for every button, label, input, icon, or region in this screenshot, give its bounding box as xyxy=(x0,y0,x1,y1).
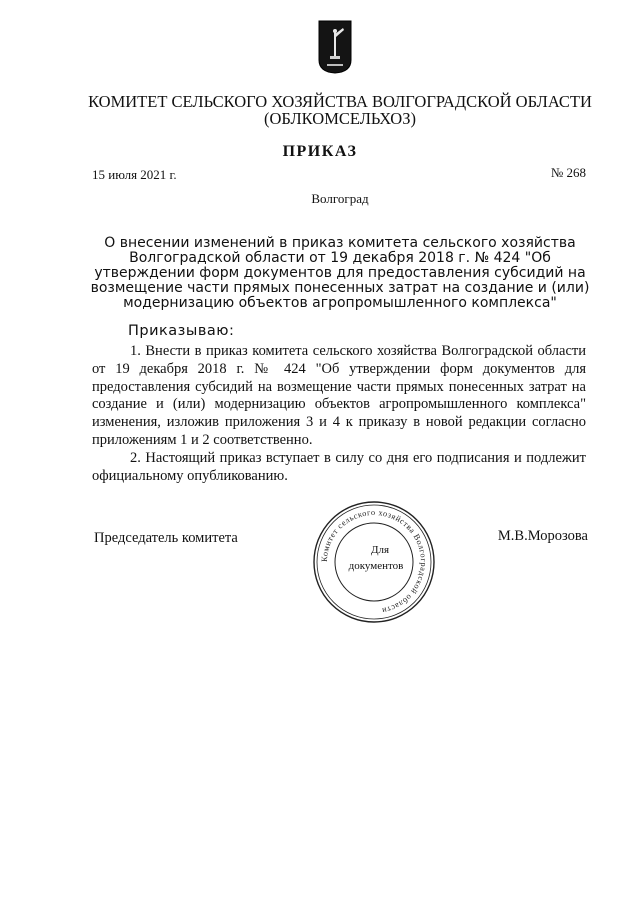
signatory-title: Председатель комитета xyxy=(94,530,238,546)
document-city: Волгоград xyxy=(311,191,369,206)
stamp-ring-text: Комитет сельского хозяйства Волгоградской области xyxy=(319,507,429,616)
signatory-name: М.В.Морозова xyxy=(497,528,588,544)
paragraph-1: 1. Внести в приказ комитета сельского хозяйства Волгоградской области от 19 декабря 2018 г. № 424 "Об утверждении форм документов для предоставления субсидий на возмещение части прямых понесенных затрат на создание и (или) модернизацию объектов агропромышленного комплекса" изменения, изложив приложения 3 и 4 к приказу в новой редакции согласно приложениям 1 и 2 соответственно. xyxy=(92,343,586,448)
stamp-center-line2: документов xyxy=(348,560,404,572)
document-number: № 268 xyxy=(550,165,586,180)
document-type: ПРИКАЗ xyxy=(282,143,358,160)
stamp-center-line1: Для xyxy=(370,544,390,556)
order-word: Приказываю: xyxy=(128,323,235,339)
paragraph-2: 2. Настоящий приказ вступает в силу со дня его подписания и подлежит официальному опубликованию. xyxy=(92,450,586,484)
org-name-line1: КОМИТЕТ СЕЛЬСКОГО ХОЗЯЙСТВА ВОЛГОГРАДСКОЙ ОБЛАСТИ xyxy=(88,92,592,111)
document-date: 15 июля 2021 г. xyxy=(92,167,177,182)
document-subject: О внесении изменений в приказ комитета сельского хозяйства Волгоградской области от 19 декабря 2018 г. № 424 "Об утверждении форм документов для предоставления субсидий на возмещение части прямых понесенных затрат на создание и (или) модернизацию объектов агропромышленного комплекса" xyxy=(90,235,590,311)
volgograd-coat-of-arms-icon xyxy=(318,20,352,74)
org-name-line2: (ОБЛКОМСЕЛЬХОЗ) xyxy=(264,109,416,128)
official-stamp xyxy=(312,500,436,624)
